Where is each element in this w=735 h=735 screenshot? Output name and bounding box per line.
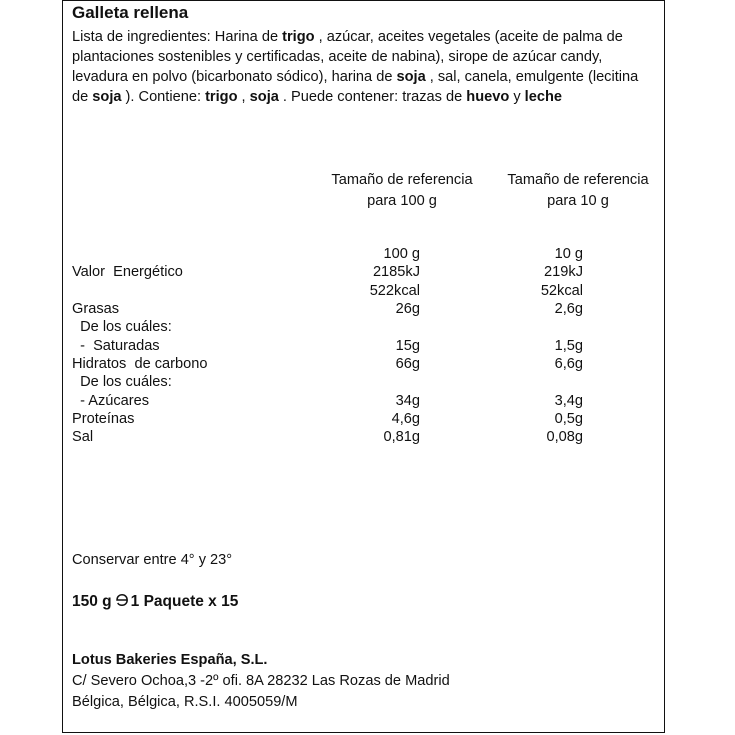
- allergen-text: soja: [249, 89, 279, 105]
- value-per-100g: 66g: [395, 356, 420, 372]
- allergen-text: trigo: [205, 89, 238, 105]
- nutrition-label: Proteínas: [72, 411, 135, 427]
- column-header-100g-line2: para 100 g: [367, 193, 437, 209]
- nutrition-row: [0, 338, 735, 357]
- nutrition-row: [0, 429, 735, 448]
- ingredient-text: ). Contiene:: [121, 89, 206, 105]
- nutrition-label: Sal: [72, 429, 94, 445]
- nutrition-row: [0, 393, 735, 412]
- value-per-100g: 34g: [395, 393, 420, 409]
- value-per-100g: 15g: [395, 338, 420, 354]
- product-title: Galleta rellena: [72, 3, 189, 22]
- value-per-10g: 0,5g: [554, 411, 583, 427]
- nutrition-row: [0, 374, 735, 393]
- value-per-100g: 2185kJ: [372, 264, 420, 280]
- net-weight: 150 g: [72, 593, 112, 610]
- value-per-10g: 2,6g: [554, 301, 583, 317]
- value-per-10g: 6,6g: [554, 356, 583, 372]
- value-per-10g: 52kcal: [540, 283, 583, 299]
- company-address: C/ Severo Ochoa,3 -2º ofi. 8A 28232 Las Rozas de Madrid: [72, 673, 450, 689]
- ingredients-list: [72, 27, 652, 107]
- allergen-text: soja: [92, 89, 122, 105]
- nutrition-label: - Azúcares: [72, 393, 150, 409]
- pack-count: 1 Paquete x 15: [130, 593, 239, 610]
- ingredient-text: . Puede contener: trazas de: [278, 89, 467, 105]
- nutrition-label: Valor Energético: [72, 264, 183, 280]
- value-per-100g: 4,6g: [391, 411, 420, 427]
- value-per-100g: 522kcal: [369, 283, 420, 299]
- nutrition-row: [0, 411, 735, 430]
- ingredient-text: , sal, canela, emulgente (lecitina de: [72, 69, 639, 105]
- allergen-text: huevo: [466, 89, 510, 105]
- allergen-text: leche: [524, 89, 562, 105]
- ingredient-text: Lista de ingredientes: Harina de: [72, 29, 283, 45]
- company-name: Lotus Bakeries España, S.L.: [72, 652, 268, 668]
- nutrition-label: - Saturadas: [72, 338, 160, 354]
- allergen-text: trigo: [282, 29, 315, 45]
- nutrition-label: Hidratos de carbono: [72, 356, 208, 372]
- allergen-text: soja: [396, 69, 426, 85]
- nutrition-row: [0, 264, 735, 283]
- value-per-10g: 3,4g: [554, 393, 583, 409]
- value-per-10g: 219kJ: [544, 264, 583, 280]
- ingredient-text: ,: [237, 89, 250, 105]
- value-per-10g: 1,5g: [554, 338, 583, 354]
- value-per-10g: 0,08g: [546, 429, 583, 445]
- nutrition-row: [0, 301, 735, 320]
- nutrition-label: De los cuáles:: [72, 374, 172, 390]
- value-per-100g: 0,81g: [383, 429, 420, 445]
- value-per-10g: 10 g: [554, 246, 583, 262]
- ingredient-text: y: [509, 89, 525, 105]
- nutrition-row: [0, 283, 735, 302]
- company-registry: Bélgica, Bélgica, R.S.I. 4005059/M: [72, 694, 298, 710]
- column-header-10g-line2: para 10 g: [547, 193, 609, 209]
- net-quantity: [72, 593, 238, 612]
- estimated-sign-icon: [115, 593, 129, 612]
- nutrition-label: De los cuáles:: [72, 319, 172, 335]
- nutrition-label: Grasas: [72, 301, 120, 317]
- nutrition-row: [0, 319, 735, 338]
- column-header-100g: [317, 170, 487, 212]
- column-header-10g-line1: Tamaño de referencia: [507, 172, 649, 188]
- value-per-100g: 100 g: [383, 246, 420, 262]
- nutrition-row: [0, 356, 735, 375]
- column-header-10g: [493, 170, 663, 212]
- column-header-100g-line1: Tamaño de referencia: [331, 172, 473, 188]
- value-per-100g: 26g: [395, 301, 420, 317]
- storage-instructions: Conservar entre 4° y 23°: [72, 552, 233, 568]
- nutrition-row: [0, 246, 735, 265]
- ingredient-text: , azúcar, aceites vegetales (aceite de palma de plantaciones sostenibles y certificadas, aceite de nabina), sirope de azúcar candy, levadura en polvo (bicarbonato sódico), harina de: [72, 29, 623, 85]
